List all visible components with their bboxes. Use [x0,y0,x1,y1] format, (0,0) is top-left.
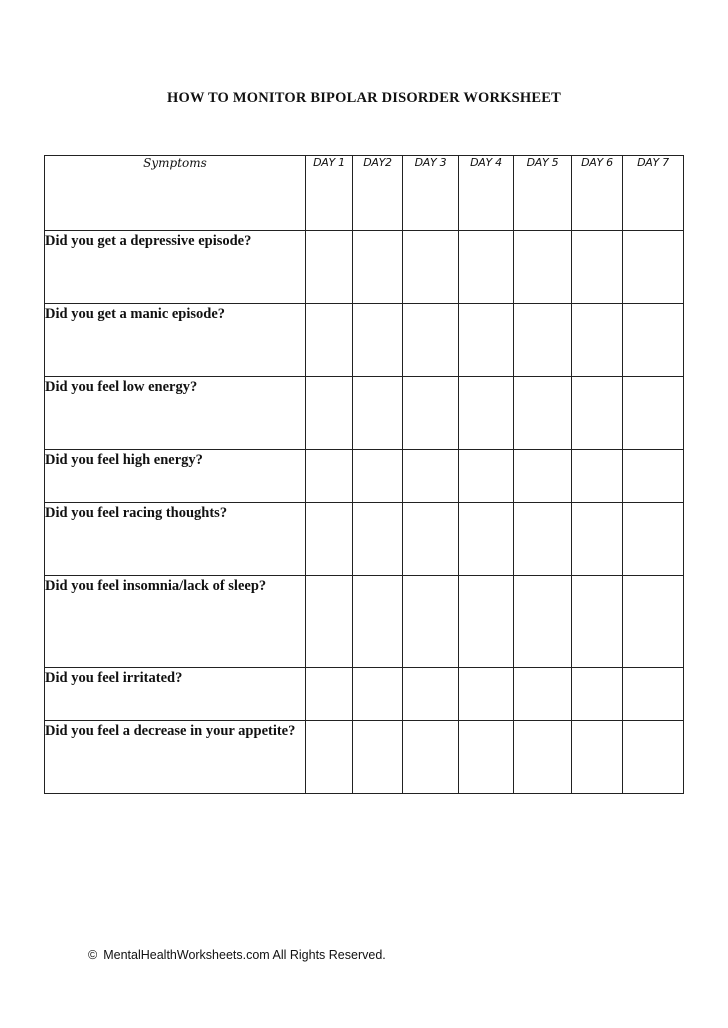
day-column-header: DAY 4 [459,156,514,231]
day-entry-cell[interactable] [306,721,353,794]
day-entry-cell[interactable] [306,304,353,377]
day-entry-cell[interactable] [514,668,572,721]
symptom-question: Did you feel a decrease in your appetite? [45,721,306,794]
day-entry-cell[interactable] [572,503,623,576]
day-entry-cell[interactable] [572,721,623,794]
day-entry-cell[interactable] [514,304,572,377]
day-entry-cell[interactable] [353,576,403,668]
day-entry-cell[interactable] [572,668,623,721]
table-row [45,450,684,503]
day-entry-cell[interactable] [306,231,353,304]
day-entry-cell[interactable] [514,231,572,304]
symptom-question: Did you feel insomnia/lack of sleep? [45,576,306,668]
day-entry-cell[interactable] [403,576,459,668]
day-column-header: DAY 3 [403,156,459,231]
day-entry-cell[interactable] [572,576,623,668]
day-entry-cell[interactable] [514,576,572,668]
table-row [45,377,684,450]
day-entry-cell[interactable] [459,503,514,576]
symptom-question: Did you feel irritated? [45,668,306,721]
worksheet-title: HOW TO MONITOR BIPOLAR DISORDER WORKSHEET [166,90,561,106]
day-entry-cell[interactable] [459,576,514,668]
symptom-question: Did you feel racing thoughts? [45,503,306,576]
symptom-question: Did you get a depressive episode? [45,231,306,304]
table-row [45,721,684,794]
day-entry-cell[interactable] [403,231,459,304]
day-entry-cell[interactable] [572,377,623,450]
day-entry-cell[interactable] [403,668,459,721]
day-entry-cell[interactable] [572,304,623,377]
day-entry-cell[interactable] [306,503,353,576]
day-entry-cell[interactable] [514,377,572,450]
day-column-header: DAY 6 [572,156,623,231]
symptom-question: Did you feel high energy? [45,450,306,503]
table-row [45,503,684,576]
day-entry-cell[interactable] [459,668,514,721]
day-entry-cell[interactable] [623,450,684,503]
symptom-question: Did you feel low energy? [45,377,306,450]
day-entry-cell[interactable] [353,231,403,304]
day-entry-cell[interactable] [623,377,684,450]
table-header-row [45,156,684,231]
day-entry-cell[interactable] [353,304,403,377]
day-entry-cell[interactable] [623,576,684,668]
day-entry-cell[interactable] [306,668,353,721]
day-entry-cell[interactable] [459,377,514,450]
day-entry-cell[interactable] [623,721,684,794]
day-entry-cell[interactable] [353,450,403,503]
copyright-icon: © [88,948,98,962]
day-entry-cell[interactable] [514,721,572,794]
copyright-footer [88,948,386,962]
day-entry-cell[interactable] [403,450,459,503]
day-entry-cell[interactable] [353,377,403,450]
copyright-text: MentalHealthWorksheets.com All Rights Reserved. [103,948,386,962]
symptom-question: Did you get a manic episode? [45,304,306,377]
symptom-tracker-table [44,155,684,794]
day-column-header: DAY2 [353,156,403,231]
day-entry-cell[interactable] [514,450,572,503]
table-row [45,304,684,377]
day-entry-cell[interactable] [572,231,623,304]
day-column-header: DAY 5 [514,156,572,231]
day-entry-cell[interactable] [514,503,572,576]
table-row [45,231,684,304]
day-entry-cell[interactable] [403,304,459,377]
day-entry-cell[interactable] [572,450,623,503]
day-column-header: DAY 7 [623,156,684,231]
day-entry-cell[interactable] [459,450,514,503]
day-entry-cell[interactable] [353,668,403,721]
table-row [45,576,684,668]
symptoms-column-header: Symptoms [45,156,306,231]
day-entry-cell[interactable] [459,721,514,794]
day-entry-cell[interactable] [623,668,684,721]
day-entry-cell[interactable] [459,231,514,304]
day-entry-cell[interactable] [403,721,459,794]
day-entry-cell[interactable] [353,503,403,576]
day-entry-cell[interactable] [403,377,459,450]
day-entry-cell[interactable] [306,576,353,668]
day-entry-cell[interactable] [623,503,684,576]
table-row [45,668,684,721]
day-entry-cell[interactable] [459,304,514,377]
day-entry-cell[interactable] [306,377,353,450]
day-entry-cell[interactable] [403,503,459,576]
day-entry-cell[interactable] [623,231,684,304]
day-column-header: DAY 1 [306,156,353,231]
day-entry-cell[interactable] [353,721,403,794]
day-entry-cell[interactable] [306,450,353,503]
day-entry-cell[interactable] [623,304,684,377]
